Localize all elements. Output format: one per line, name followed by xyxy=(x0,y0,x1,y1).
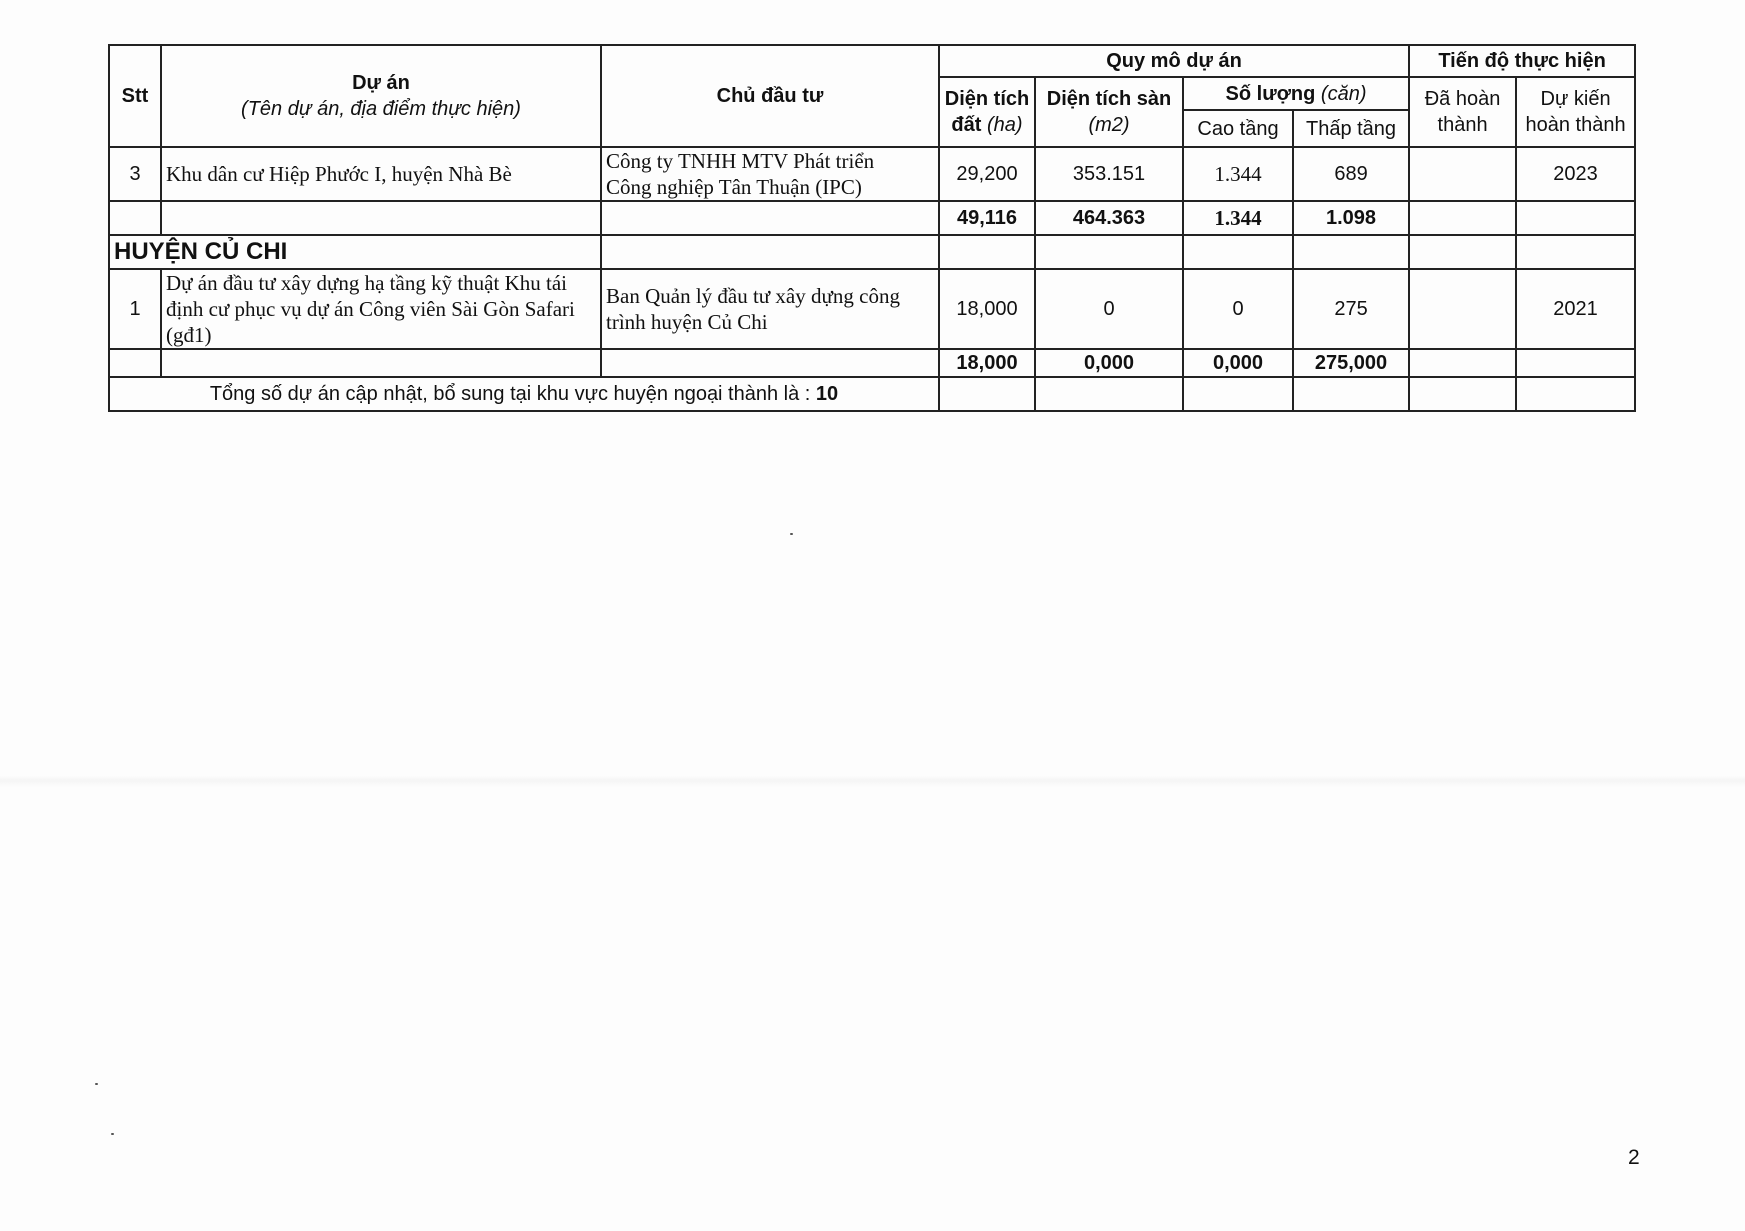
empty-cell xyxy=(1293,377,1409,411)
total-label: Tổng số dự án cập nhật, bổ sung tại khu vực huyện ngoại thành là : xyxy=(209,383,811,405)
total-count: 10 xyxy=(815,383,839,405)
cell-cao-tang: 1.344 xyxy=(1183,147,1293,201)
header-thap-tang: Thấp tầng xyxy=(1293,110,1409,147)
header-du-an-title: Dự án xyxy=(352,72,410,94)
subtotal-cao-tang: 0,000 xyxy=(1183,349,1293,377)
header-da-hoan-thanh-line2: thành xyxy=(1437,114,1488,136)
subtotal-dien-tich-dat: 18,000 xyxy=(939,349,1035,377)
empty-cell xyxy=(161,201,601,235)
header-dien-tich-dat-line2: đất xyxy=(951,114,982,136)
header-da-hoan-thanh xyxy=(1409,77,1516,147)
cell-cao-tang: 0 xyxy=(1183,269,1293,349)
cell-chu-dau-tu-line2: Công nghiệp Tân Thuận (IPC) xyxy=(606,175,862,199)
empty-cell xyxy=(109,349,161,377)
header-dien-tich-san xyxy=(1035,77,1183,147)
empty-cell xyxy=(109,201,161,235)
header-du-kien-line1: Dự kiến xyxy=(1540,88,1611,110)
empty-cell xyxy=(1409,235,1516,269)
cell-chu-dau-tu-line1: Ban Quản lý đầu tư xây dựng công xyxy=(606,284,900,308)
header-dien-tich-dat-line1: Diện tích xyxy=(944,88,1030,110)
empty-cell xyxy=(601,201,939,235)
header-so-luong xyxy=(1183,77,1409,110)
subtotal-thap-tang: 1.098 xyxy=(1293,201,1409,235)
empty-cell xyxy=(1409,269,1516,349)
subtotal-thap-tang: 275,000 xyxy=(1293,349,1409,377)
subtotal-dien-tich-san: 464.363 xyxy=(1035,201,1183,235)
cell-du-an: Khu dân cư Hiệp Phước I, huyện Nhà Bè xyxy=(161,147,601,201)
empty-cell xyxy=(1516,201,1635,235)
header-du-an xyxy=(161,45,601,147)
header-row-1 xyxy=(109,45,1635,77)
empty-cell xyxy=(939,235,1035,269)
header-dien-tich-san-unit: (m2) xyxy=(1088,114,1130,136)
project-table xyxy=(108,44,1636,412)
cell-dien-tich-dat: 18,000 xyxy=(939,269,1035,349)
total-row xyxy=(109,377,1635,411)
empty-cell xyxy=(1409,377,1516,411)
cell-du-an-line3: (gđ1) xyxy=(166,323,212,347)
table-row xyxy=(109,147,1635,201)
cell-du-kien: 2023 xyxy=(1516,147,1635,201)
empty-cell xyxy=(939,377,1035,411)
header-du-kien-line2: hoàn thành xyxy=(1525,114,1626,136)
cell-chu-dau-tu-line2: trình huyện Củ Chi xyxy=(606,310,768,334)
total-label-cell xyxy=(109,377,939,411)
empty-cell xyxy=(1516,377,1635,411)
subtotal-row xyxy=(109,201,1635,235)
table-row xyxy=(109,269,1635,349)
header-du-kien xyxy=(1516,77,1635,147)
page-number: 2 xyxy=(1628,1146,1640,1169)
header-da-hoan-thanh-line1: Đã hoàn xyxy=(1424,88,1501,110)
subtotal-row xyxy=(109,349,1635,377)
header-so-luong-label: Số lượng xyxy=(1225,82,1316,105)
header-stt: Stt xyxy=(109,45,161,147)
header-chu-dau-tu: Chủ đầu tư xyxy=(601,45,939,147)
header-dien-tich-dat-unit: (ha) xyxy=(986,114,1023,136)
cell-chu-dau-tu xyxy=(601,147,939,201)
scan-speck xyxy=(111,1133,114,1135)
empty-cell xyxy=(1035,377,1183,411)
empty-cell xyxy=(1409,349,1516,377)
empty-cell xyxy=(1035,235,1183,269)
scan-speck xyxy=(790,533,793,535)
cell-du-kien: 2021 xyxy=(1516,269,1635,349)
cell-dien-tich-dat: 29,200 xyxy=(939,147,1035,201)
cell-du-an-line2: định cư phục vụ dự án Công viên Sài Gòn Safari xyxy=(166,297,575,321)
empty-cell xyxy=(1183,377,1293,411)
cell-da-hoan-thanh xyxy=(1409,147,1516,201)
header-tien-do: Tiến độ thực hiện xyxy=(1409,45,1635,77)
cell-chu-dau-tu xyxy=(601,269,939,349)
header-dien-tich-dat xyxy=(939,77,1035,147)
empty-cell xyxy=(161,349,601,377)
empty-cell xyxy=(1409,201,1516,235)
cell-chu-dau-tu-line1: Công ty TNHH MTV Phát triển xyxy=(606,149,875,173)
header-cao-tang: Cao tầng xyxy=(1183,110,1293,147)
subtotal-dien-tich-dat: 49,116 xyxy=(939,201,1035,235)
cell-stt: 3 xyxy=(109,147,161,201)
scan-speck xyxy=(95,1083,98,1085)
cell-thap-tang: 689 xyxy=(1293,147,1409,201)
cell-du-an-line1: Dự án đầu tư xây dựng hạ tầng kỹ thuật Khu tái xyxy=(166,271,567,295)
section-row xyxy=(109,235,1635,269)
section-title: HUYỆN CỦ CHI xyxy=(109,235,601,269)
cell-du-an xyxy=(161,269,601,349)
cell-thap-tang: 275 xyxy=(1293,269,1409,349)
empty-cell xyxy=(1293,235,1409,269)
subtotal-dien-tich-san: 0,000 xyxy=(1035,349,1183,377)
empty-cell xyxy=(1183,235,1293,269)
empty-cell xyxy=(1516,349,1635,377)
cell-dien-tich-san: 353.151 xyxy=(1035,147,1183,201)
header-quy-mo: Quy mô dự án xyxy=(939,45,1409,77)
header-so-luong-unit: (căn) xyxy=(1320,82,1367,105)
cell-stt: 1 xyxy=(109,269,161,349)
empty-cell xyxy=(601,235,939,269)
empty-cell xyxy=(601,349,939,377)
subtotal-cao-tang: 1.344 xyxy=(1183,201,1293,235)
header-dien-tich-san-line1: Diện tích sàn xyxy=(1046,88,1172,110)
header-du-an-subtitle: (Tên dự án, địa điểm thực hiện) xyxy=(241,98,521,120)
cell-dien-tich-san: 0 xyxy=(1035,269,1183,349)
empty-cell xyxy=(1516,235,1635,269)
